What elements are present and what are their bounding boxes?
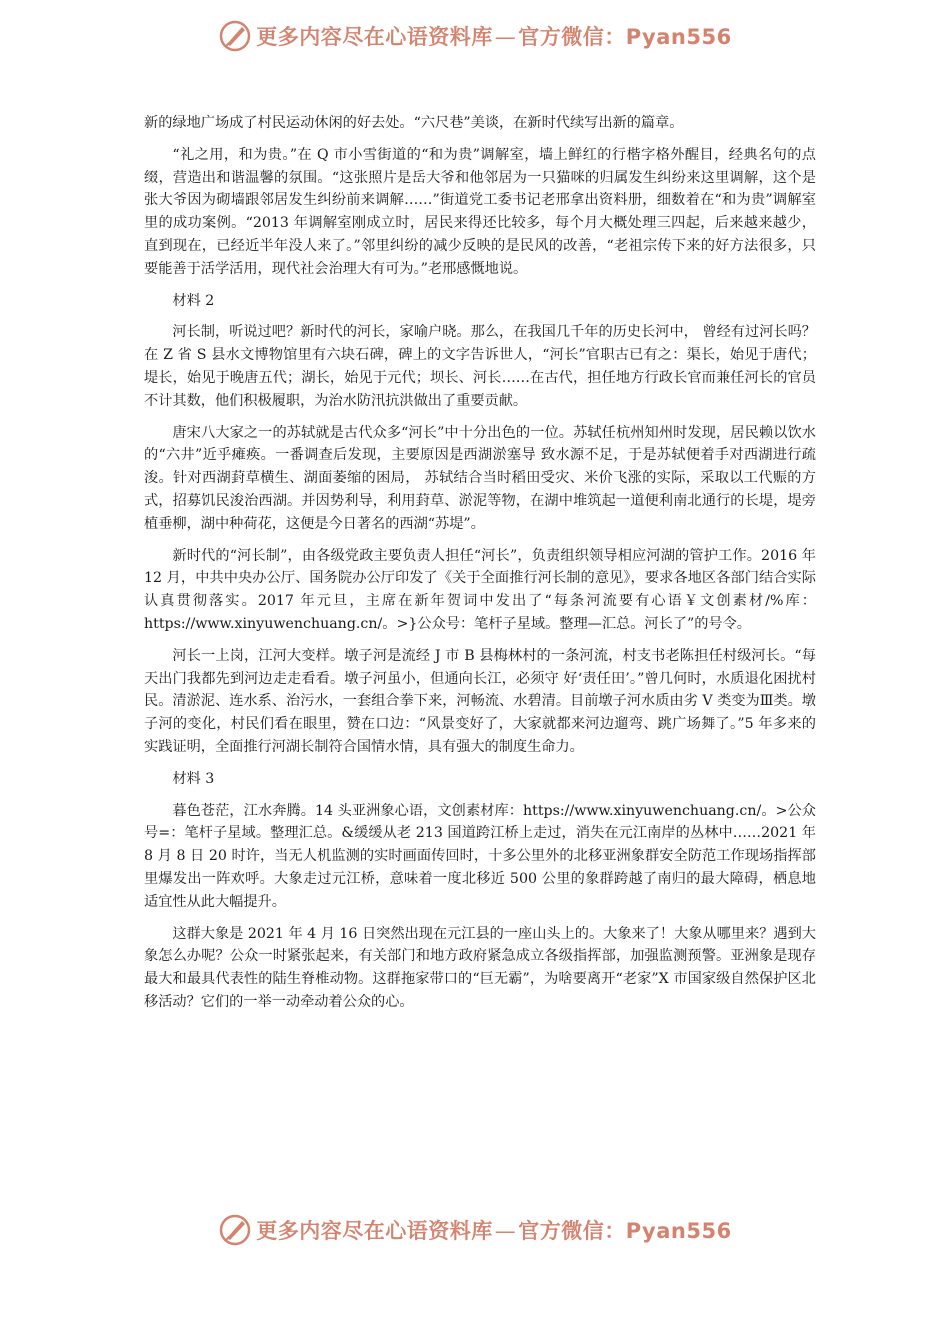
section-heading-material-2: 材料 2 <box>172 292 215 309</box>
watermark-text: 更多内容尽在心语资料库—官方微信：Pyan556 <box>256 1219 732 1243</box>
quill-pen-logo-icon <box>218 19 252 53</box>
paragraph-su-shi: 唐宋八大家之一的苏轼就是古代众多“河长”中十分出色的一位。苏轼任杭州知州时发现，居民赖以饮水的“六井”近乎瘫痪。一番调查后发现，主要原因是西湖淤塞导 致水源不足，于是苏轼便着手对西湖进行疏浚。针对西湖葑草横生、湖面萎缩的困局， 苏轼结合当时稻田受灾、米价飞涨的实际，采取以工代赈的方式，招募饥民浚治西湖。并因势利导，利用葑草、淤泥等物，在湖中堆筑起一道便利南北通行的长堤，堤旁植垂柳，湖中种荷花，这便是今日著名的西湖“苏堤”。 <box>144 424 816 532</box>
paragraph-continuation: 新的绿地广场成了村民运动休闲的好去处。“六尺巷”美谈，在新时代续写出新的篇章。 <box>144 115 684 131</box>
paragraph-elephants-appearance: 这群大象是 2021 年 4 月 16 日突然出现在元江县的一座山头上的。大象来了！大象从哪里来？遇到大象怎么办呢？公众一时紧张起来，有关部门和地方政府紧急成立各级指挥部，加强监测预警。亚洲象是现存最大和最具代表性的陆生脊椎动物。这群拖家带口的“巨无霸”，为啥要离开“老家”X 市国家级自然保护区北移活动？它们的一举一动牵动着公众的心。 <box>144 925 816 1010</box>
paragraph-elephants-crossing: 暮色苍茫，江水奔腾。14 头亚洲象心语，文创素材库：https://www.xinyuwenchuang.cn/。>公众号=：笔杆子星域。整理汇总。&缓缓从老 213 国道跨江桥上走过，消失在元江南岸的丛林中……2021 年 8 月 8 日 20 时许，当无人机监测的实时画面传回时，十多公里外的北移亚洲象群安全防范工作现场指挥部里爆发出一阵欢呼。大象走过元江桥，意味着一度北移近 500 公里的象群跨越了南归的最大障碍，栖息地适宜性从此大幅提升。 <box>144 802 816 910</box>
section-heading-material-3: 材料 3 <box>172 770 215 787</box>
paragraph-river-chief-history: 河长制，听说过吧？新时代的河长，家喻户晓。那么，在我国几千年的历史长河中， 曾经有过河长吗？在 Z 省 S 县水文博物馆里有六块石碑，碑上的文字告诉世人，“河长”官职古已有之：渠长，始见于唐代；堤长，始见于晚唐五代；湖长，始见于元代；坝长、河长……在古代，担任地方行政长官而兼任河长的官员不计其数，他们积极履职，为治水防汛抗洪做出了重要贡献。 <box>144 324 816 409</box>
quill-pen-logo-icon <box>218 1213 252 1247</box>
watermark-banner-bottom <box>0 1208 950 1252</box>
paragraph-mediation-room: “礼之用，和为贵。”在 Q 市小雪街道的“和为贵”调解室，墙上鲜红的行楷字格外醒目，经典名句的点缀，营造出和谐温馨的氛围。“这张照片是岳大爷和他邻居为一只猫咪的归属发生纠纷来这里调解，这个是张大爷因为砌墙跟邻居发生纠纷前来调解……”街道党工委书记老邢拿出资料册，细数着在“和为贵”调解室里的成功案例。“2013 年调解室刚成立时，居民来得还比较多，每个月大概处理三四起，后来越来越少， 直到现在，已经近半年没人来了。”邻里纠纷的减少反映的是民风的改善，“老祖宗传下来的好方法很多，只要能善于活学活用，现代社会治理大有可为。”老邢感慨地说。 <box>144 146 816 277</box>
paragraph-new-era-river-chief: 新时代的“河长制”，由各级党政主要负责人担任“河长”，负责组织领导相应河湖的管护工作。2016 年 12 月，中共中央办公厅、国务院办公厅印发了《关于全面推行河长制的意见》，要求各地区各部门结合实际认真贯彻落实。2017 年元旦，主席在新年贺词中发出了“每条河流要有心语￥文创素材/%库：https://www.xinyuwenchuang.cn/。>}公众号：笔杆子星域。整理—汇总。河长了”的号令。 <box>144 547 816 632</box>
document-body <box>144 112 816 1023</box>
paragraph-dunzi-river: 河长一上岗，江河大变样。墩子河是流经 J 市 B 县梅林村的一条河流，村支书老陈担任村级河长。“每天出门我都先到河边走走看看。墩子河虽小，但通向长江，必须守 好‘责任田’。”曾几何时，水质退化困扰村民。清淤泥、连水系、治污水，一套组合拳下来，河畅流、水碧清。目前墩子河水质由劣 V 类变为Ⅲ类。墩子河的变化，村民们看在眼里，赞在口边：“风景变好了，大家就都来河边遛弯、跳广场舞了。”5 年多来的实践证明，全面推行河湖长制符合国情水情，具有强大的制度生命力。 <box>144 647 816 755</box>
watermark-banner-top <box>0 14 950 58</box>
watermark-text: 更多内容尽在心语资料库—官方微信：Pyan556 <box>256 25 732 49</box>
